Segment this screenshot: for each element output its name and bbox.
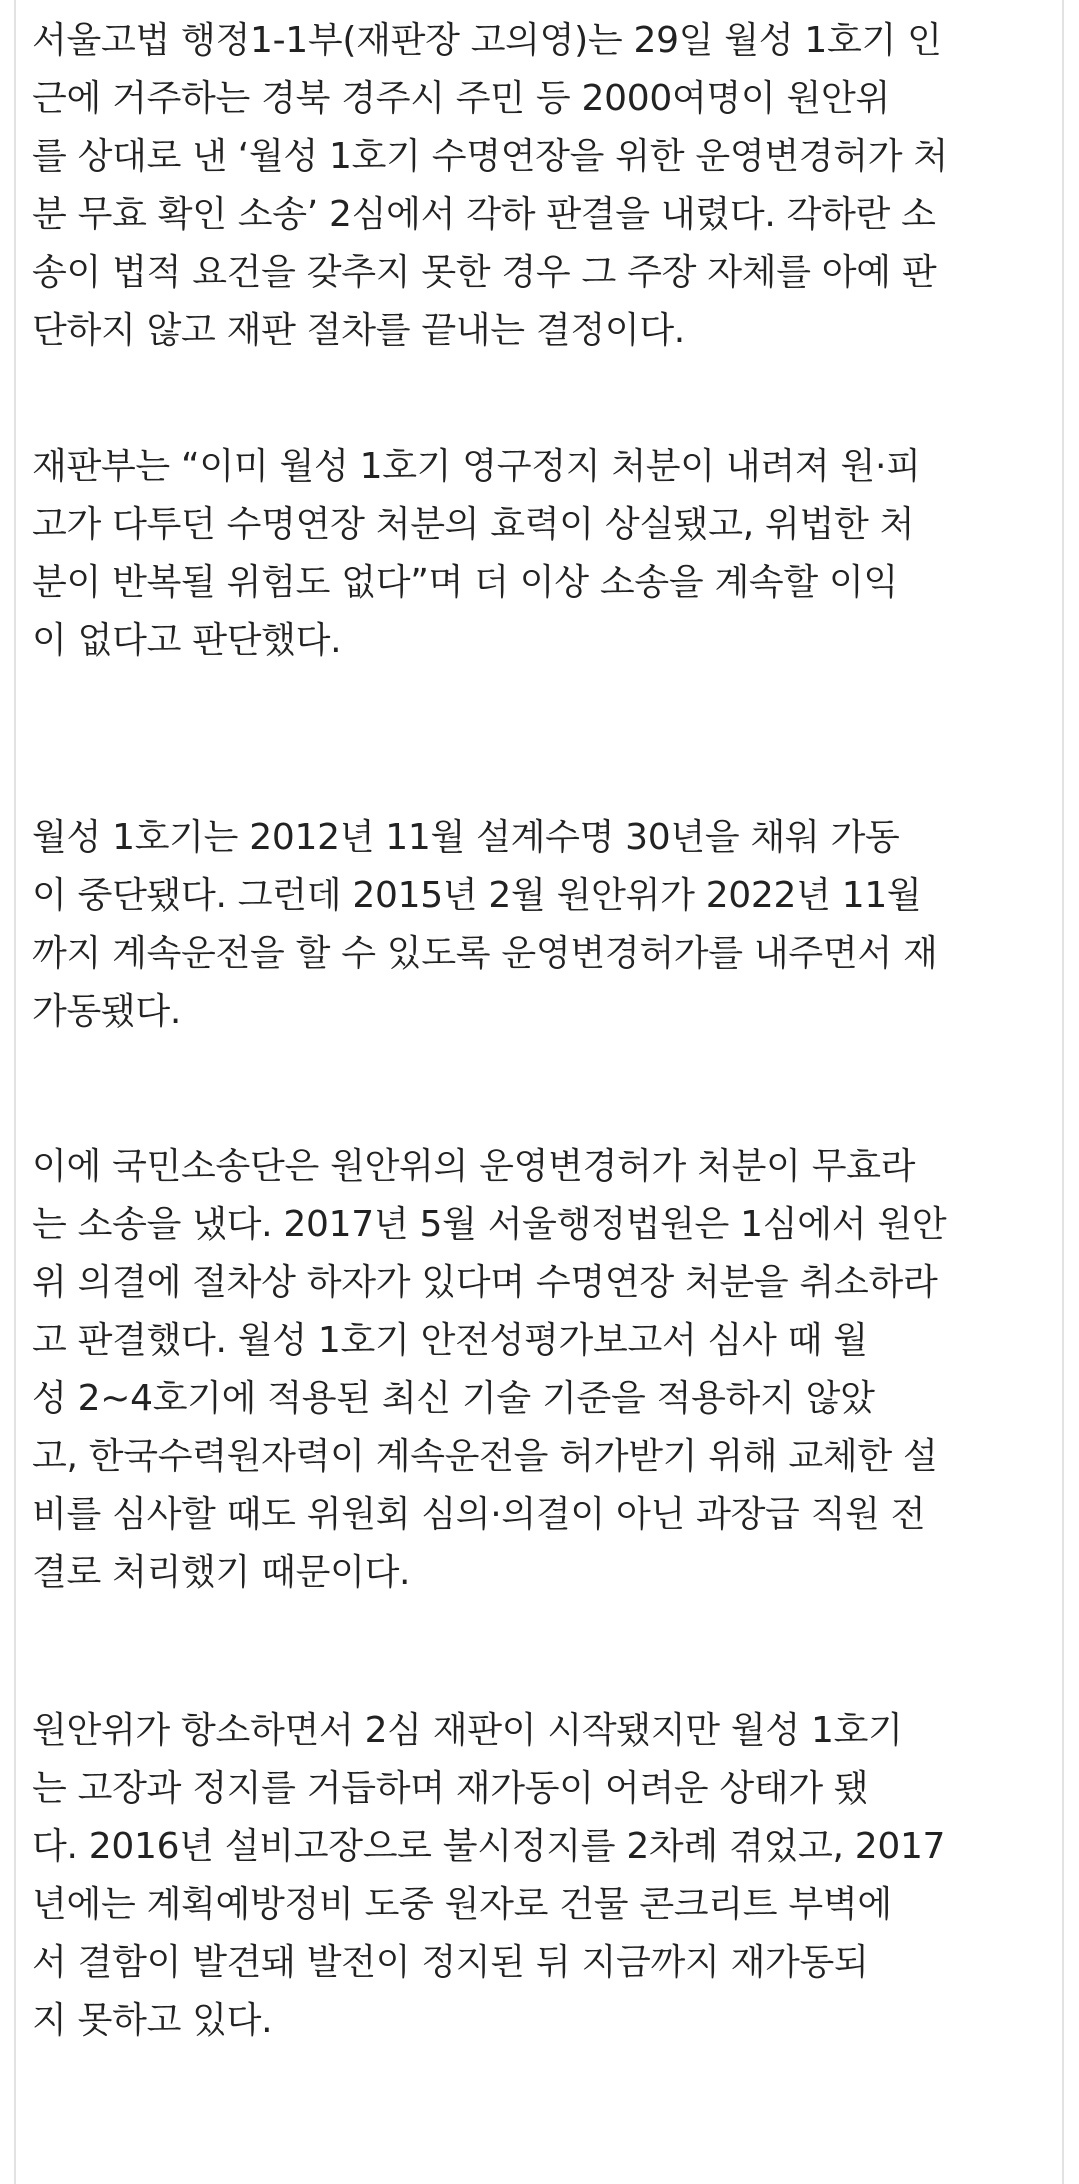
- article-body: [14, 0, 1064, 2184]
- text-line: 분이 반복될 위험도 없다”며 더 이상 소송을 계속할 이익: [32, 562, 898, 603]
- text-line: 분 무효 확인 소송’ 2심에서 각하 판결을 내렸다. 각하란 소: [32, 194, 936, 235]
- text-line: 성 2~4호기에 적용된 최신 기술 기준을 적용하지 않았: [32, 1378, 875, 1419]
- text-line: 다. 2016년 설비고장으로 불시정지를 2차례 겪었고, 2017: [32, 1826, 946, 1867]
- text-line: 단하지 않고 재판 절차를 끝내는 결정이다.: [32, 310, 685, 351]
- text-line: 서 결함이 발견돼 발전이 정지된 뒤 지금까지 재가동되: [32, 1942, 869, 1983]
- text-line: 위 의결에 절차상 하자가 있다며 수명연장 처분을 취소하라: [32, 1262, 938, 1303]
- text-line: 이 없다고 판단했다.: [32, 620, 342, 661]
- text-line: 지 못하고 있다.: [32, 2000, 273, 2041]
- paragraph-3: [32, 809, 937, 1041]
- paragraph-5: [32, 1702, 945, 2050]
- text-line: 는 소송을 냈다. 2017년 5월 서울행정법원은 1심에서 원안: [32, 1204, 947, 1245]
- text-line: 서울고법 행정1-1부(재판장 고의영)는 29일 월성 1호기 인: [32, 20, 942, 61]
- text-line: 송이 법적 요건을 갖추지 못한 경우 그 주장 자체를 아예 판: [32, 252, 937, 293]
- text-line: 를 상대로 낸 ‘월성 1호기 수명연장을 위한 운영변경허가 처: [32, 136, 948, 177]
- paragraph-4: [32, 1138, 946, 1602]
- text-line: 년에는 계획예방정비 도중 원자로 건물 콘크리트 부벽에: [32, 1884, 892, 1925]
- text-line: 근에 거주하는 경북 경주시 주민 등 2000여명이 원안위: [32, 78, 890, 119]
- text-line: 는 고장과 정지를 거듭하며 재가동이 어려운 상태가 됐: [32, 1768, 869, 1809]
- text-line: 이에 국민소송단은 원안위의 운영변경허가 처분이 무효라: [32, 1146, 916, 1187]
- paragraph-1: [32, 12, 948, 360]
- text-line: 원안위가 항소하면서 2심 재판이 시작됐지만 월성 1호기: [32, 1710, 903, 1751]
- text-line: 고, 한국수력원자력이 계속운전을 허가받기 위해 교체한 설: [32, 1436, 938, 1477]
- text-line: 월성 1호기는 2012년 11월 설계수명 30년을 채워 가동: [32, 817, 900, 858]
- text-line: 고 판결했다. 월성 1호기 안전성평가보고서 심사 때 월: [32, 1320, 868, 1361]
- text-line: 고가 다투던 수명연장 처분의 효력이 상실됐고, 위법한 처: [32, 504, 915, 545]
- text-line: 가동됐다.: [32, 991, 182, 1032]
- text-line: 비를 심사할 때도 위원회 심의·의결이 아닌 과장급 직원 전: [32, 1494, 926, 1535]
- text-line: 까지 계속운전을 할 수 있도록 운영변경허가를 내주면서 재: [32, 933, 938, 974]
- text-line: 결로 처리했기 때문이다.: [32, 1552, 411, 1593]
- text-line: 이 중단됐다. 그런데 2015년 2월 원안위가 2022년 11월: [32, 875, 922, 916]
- paragraph-2: [32, 438, 921, 670]
- text-line: 재판부는 “이미 월성 1호기 영구정지 처분이 내려져 원·피: [32, 446, 921, 487]
